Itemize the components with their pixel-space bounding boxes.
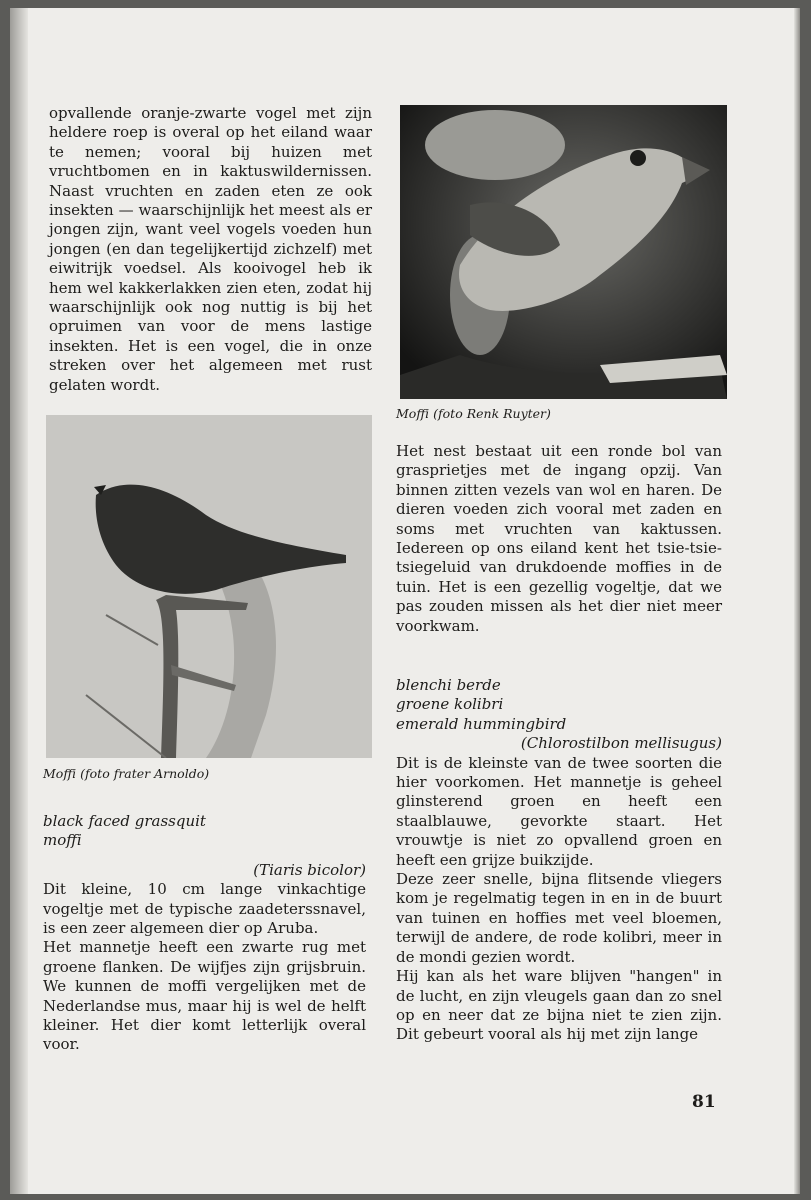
page-edge [794, 8, 800, 1194]
paragraph: Dit is de kleinste van de twee soorten die hier voorkomen. Het mannetje is geheel glinsterend groen en heeft een staalblauwe, gevorkte staart. Het vrouwtje is niet zo opvallend groen en heeft een grijze buikzijde. [396, 753, 722, 869]
page-number: 81 [692, 1092, 716, 1112]
top-left-text [49, 104, 372, 395]
paragraph: opvallende oranje-zwarte vogel met zijn heldere roep is overal op het eiland waar te nemen; vooral bij huizen met vruchtbomen en in kaktuswildernissen. Naast vruchten en zaden eten ze ook insekten — waarschijnlijk het meest als er jongen zijn, want veel vogels voeden hun jongen (en dan tegelijkertijd zichzelf) met eiwitrijk voedsel. Als kooivogel heb ik hem wel kakkerlakken zien eten, zodat hij waarschijnlijk ook nog nuttig is bij het opruimen van voor de mens lastige insekten. Het is een vogel, die in onze streken over het algemeen met rust gelaten wordt. [49, 104, 372, 394]
species-latin: (Chlorostilbon mellisugus) [520, 734, 722, 753]
bird-photo-image [400, 105, 727, 399]
species-name-nl: groene kolibri [396, 695, 504, 714]
species-name-local: blenchi berde [396, 676, 501, 694]
paragraph: Het mannetje heeft een zwarte rug met groene flanken. De wijfjes zijn grijsbruin. We kunnen de moffi vergelijken met de Nederlandse mus, maar hij is wel de helft kleiner. Het dier komt letterlijk overal voor. [43, 938, 366, 1054]
species-name-en: black faced grassquit [43, 812, 206, 830]
paragraph: Dit kleine, 10 cm lange vinkachtige vogeltje met de typische zaadeterssnavel, is een zeer algemeen dier op Aruba. [43, 880, 366, 938]
paragraph: Hij kan als het ware blijven "hangen" in de lucht, en zijn vleugels gaan dan zo snel op en neer dat ze bijna niet te zien zijn. Dit gebeurt vooral als hij met zijn lange [396, 967, 722, 1044]
grassquit-section [43, 812, 366, 1055]
species-name-local: moffi [43, 831, 82, 850]
book-page [10, 8, 800, 1194]
species-name-en: emerald hummingbird [396, 714, 567, 733]
paragraph: Het nest bestaat uit een ronde bol van grasprietjes met de ingang opzij. Van binnen zitten vezels van wol en haren. De dieren voeden zich vooral met zaden en soms met vruchten van kaktussen. Iedereen op ons eiland kent het tsie-tsie-tsiegeluid van drukdoende moffies in de tuin. Het is een gezellig vogeltje, dat we pas zouden missen als het dier niet meer voorkwam. [396, 442, 722, 635]
right-nest-text [396, 442, 722, 636]
photo-moffi-frater-arnoldo [46, 415, 372, 758]
bird-on-branch-image [46, 415, 372, 758]
photo-moffi-renk-ruyter [400, 105, 727, 399]
species-latin: (Tiaris bicolor) [253, 860, 366, 879]
paragraph: Deze zeer snelle, bijna flitsende vliegers kom je regelmatig tegen in en in de buurt van tuinen en hoffies met veel bloemen, terwijl de andere, de rode kolibri, meer in de mondi gezien wordt. [396, 870, 722, 966]
hummingbird-section [396, 676, 722, 1045]
photo-caption-top: Moffi (foto Renk Ruyter) [396, 406, 551, 421]
page-gutter [10, 8, 28, 1194]
photo-caption-left: Moffi (foto frater Arnoldo) [43, 766, 210, 781]
